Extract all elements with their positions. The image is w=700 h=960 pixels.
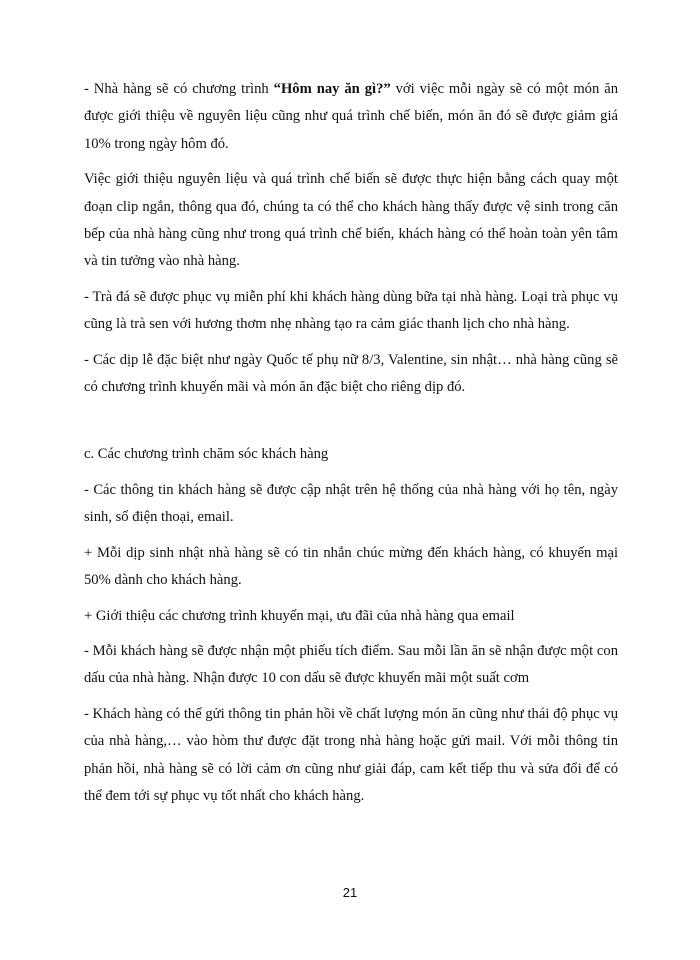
paragraph-customer-info: - Các thông tin khách hàng sẽ được cập nhật trên hệ thống của nhà hàng với họ tên, ngày sinh, số điện thoại, email.	[84, 481, 618, 526]
paragraph-loyalty-card: - Mỗi khách hàng sẽ được nhận một phiếu tích điểm. Sau mỗi lần ăn sẽ nhận được một con dấu của nhà hàng. Nhận được 10 con dấu sẽ được khuyến mãi một suất cơm	[84, 642, 618, 687]
paragraph-feedback: - Khách hàng có thể gửi thông tin phản hồi về chất lượng món ăn cũng như thái độ phục vụ của nhà hàng,… vào hòm thư được đặt trong nhà hàng hoặc gửi mail. Với mỗi thông tin phản hồi, nhà hàng sẽ có lời cảm ơn cũng như giải đáp, cam kết tiếp thu và sửa đổi để có thể đem tới sự phục vụ tốt nhất cho khách hàng.	[84, 705, 618, 804]
page-number: 21	[342, 885, 358, 900]
section-heading-customer-care: c. Các chương trình chăm sóc khách hàng	[84, 446, 329, 463]
paragraph-special-occasions: - Các dịp lễ đặc biệt như ngày Quốc tế phụ nữ 8/3, Valentine, sin nhật… nhà hàng cũng sẽ có chương trình khuyến mãi và món ăn đặc biệt cho riêng dịp đó.	[84, 351, 618, 396]
page-body	[84, 76, 618, 818]
paragraph-birthday: + Mỗi dịp sinh nhật nhà hàng sẽ có tin nhắn chúc mừng đến khách hàng, có khuyến mại 50% dành cho khách hàng.	[84, 544, 618, 589]
paragraph-text: - Nhà hàng sẽ có chương trình	[84, 81, 274, 97]
paragraph-hom-nay-an-gi	[84, 76, 618, 158]
paragraph-free-tea: - Trà đá sẽ được phục vụ miễn phí khi khách hàng dùng bữa tại nhà hàng. Loại trà phục vụ cũng là trà sen với hương thơm nhẹ nhàng tạo ra cảm giác thanh lịch cho nhà hàng.	[84, 288, 618, 333]
paragraph-text: với việc mỗi ngày sẽ có một món ăn được giới thiệu về nguyên liệu cũng như quá trình chế biến, món ăn đó sẽ được giảm giá 10% trong ngày hôm đó.	[84, 81, 618, 152]
paragraph-email-promotions: + Giới thiệu các chương trình khuyến mại, ưu đãi của nhà hàng qua email	[84, 607, 515, 624]
program-name: “Hôm nay ăn gì?”	[273, 81, 391, 97]
paragraph-ingredient-video: Việc giới thiệu nguyên liệu và quá trình chế biến sẽ được thực hiện bằng cách quay một đoạn clip ngắn, thông qua đó, chúng ta có thể cho khách hàng thấy được vệ sinh trong căn bếp của nhà hàng cũng như trong quá trình chế biến, khách hàng có thể hoàn toàn yên tâm và tin tưởng vào nhà hàng.	[84, 171, 618, 270]
